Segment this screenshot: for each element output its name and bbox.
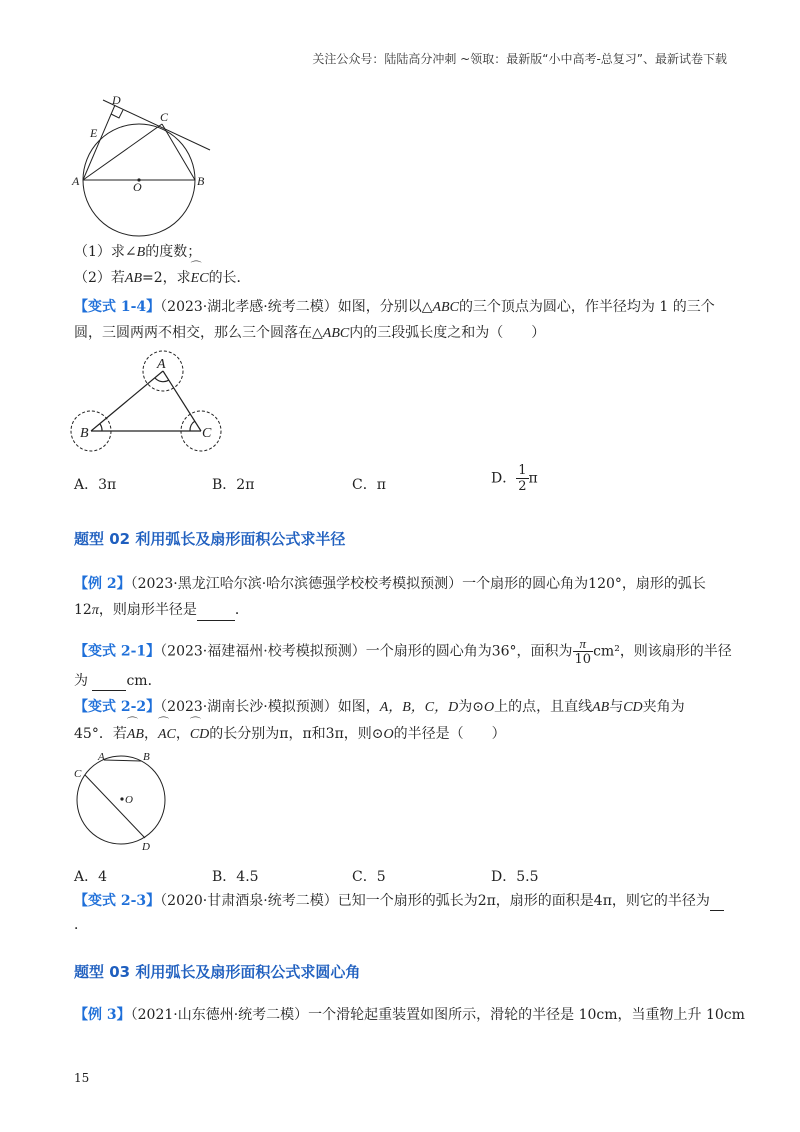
option-c[interactable]: C．5 <box>352 869 386 885</box>
label-O: O <box>133 180 142 194</box>
option-d[interactable]: D．5.5 <box>491 869 539 885</box>
option-a[interactable]: A．4 <box>74 869 108 885</box>
fraction: $\frac{1}{2}$ <box>518 463 527 494</box>
answer-blank[interactable] <box>710 896 724 911</box>
label-A: A <box>72 174 80 188</box>
label-O: O <box>125 794 133 806</box>
label-C: C <box>202 426 212 441</box>
label-C: C <box>160 110 169 124</box>
label-E: E <box>90 126 98 140</box>
question-1-part-2: （2）若AB=2，求⌒ EC的长． <box>74 268 251 289</box>
option-c[interactable]: C．π <box>352 477 386 493</box>
variant-2-1-line2: 为 cm． <box>74 673 162 689</box>
label-D: D <box>142 841 150 853</box>
example-2: 【例 2】（2023·黑龙江哈尔滨·哈尔滨德强学校校考模拟预测）一个扇形的圆心角为120°，扇形的弧长 <box>74 576 706 592</box>
label-B: B <box>80 426 89 441</box>
label-D: D <box>112 93 121 107</box>
answer-blank[interactable] <box>197 606 235 621</box>
variant-1-4: 【变式 1-4】（2023·湖北孝感·统考二模）如图，分别以△ABC的三个顶点为圆心，作半径均为 1 的三个 <box>74 299 715 315</box>
page-header: 关注公众号：陆陆高分冲刺 ~领取：最新版“小中高考-总复习”、最新试卷下载 <box>312 52 727 66</box>
label-A: A <box>157 357 166 372</box>
variant-2-1: 【变式 2-1】（2023·福建福州·校考模拟预测）一个扇形的圆心角为36°，面积为 $\frac{\pi}{10}$ cm²，则该扇形的半径 <box>74 636 732 667</box>
answer-blank[interactable] <box>92 676 126 691</box>
figure-triangle-circles <box>68 345 228 455</box>
fraction: $\frac{\pi}{10}$ <box>574 636 592 667</box>
variant-1-4-line2: 圆，三圆两两不相交，那么三个圆落在△ABC内的三段弧长度之和为（ ） <box>74 325 546 341</box>
option-b[interactable]: B．4.5 <box>212 869 259 885</box>
variant-2-2-line2: 45°．若⌒ AB，⌒ AC，⌒ CD的长分别为π，π和3π，则⊙O的半径是（ ） <box>74 724 506 745</box>
section-title-03: 题型 03 利用弧长及扇形面积公式求圆心角 <box>74 963 361 981</box>
figure-circle-tangent <box>68 92 218 242</box>
option-b[interactable]: B．2π <box>212 477 255 493</box>
label-B: B <box>197 174 205 188</box>
example-2-line2: 12π，则扇形半径是 ． <box>74 600 249 621</box>
figure-circle-chords <box>68 748 178 853</box>
variant-2-3-line2: ． <box>74 917 88 933</box>
option-d[interactable]: D． $\frac{1}{2}$ π <box>491 463 538 494</box>
example-3: 【例 3】（2021·山东德州·统考二模）一个滑轮起重装置如图所示，滑轮的半径是 10cm，当重物上升 10cm <box>74 1007 745 1023</box>
option-a[interactable]: A．3π <box>74 477 117 493</box>
question-1-part-1: （1）求∠B的度数； <box>74 244 202 260</box>
variant-2-2: 【变式 2-2】（2023·湖南长沙·模拟预测）如图，A，B，C，D为⊙O上的点，且直线AB与CD夹角为 <box>74 699 685 715</box>
label-A: A <box>98 751 105 763</box>
label-B: B <box>143 751 150 763</box>
page-number: 15 <box>74 1071 90 1085</box>
variant-2-3: 【变式 2-3】（2020·甘肃酒泉·统考二模）已知一个扇形的弧长为2π，扇形的面积是4π，则它的半径为 <box>74 891 724 911</box>
label-C: C <box>74 768 82 780</box>
section-title-02: 题型 02 利用弧长及扇形面积公式求半径 <box>74 530 346 548</box>
